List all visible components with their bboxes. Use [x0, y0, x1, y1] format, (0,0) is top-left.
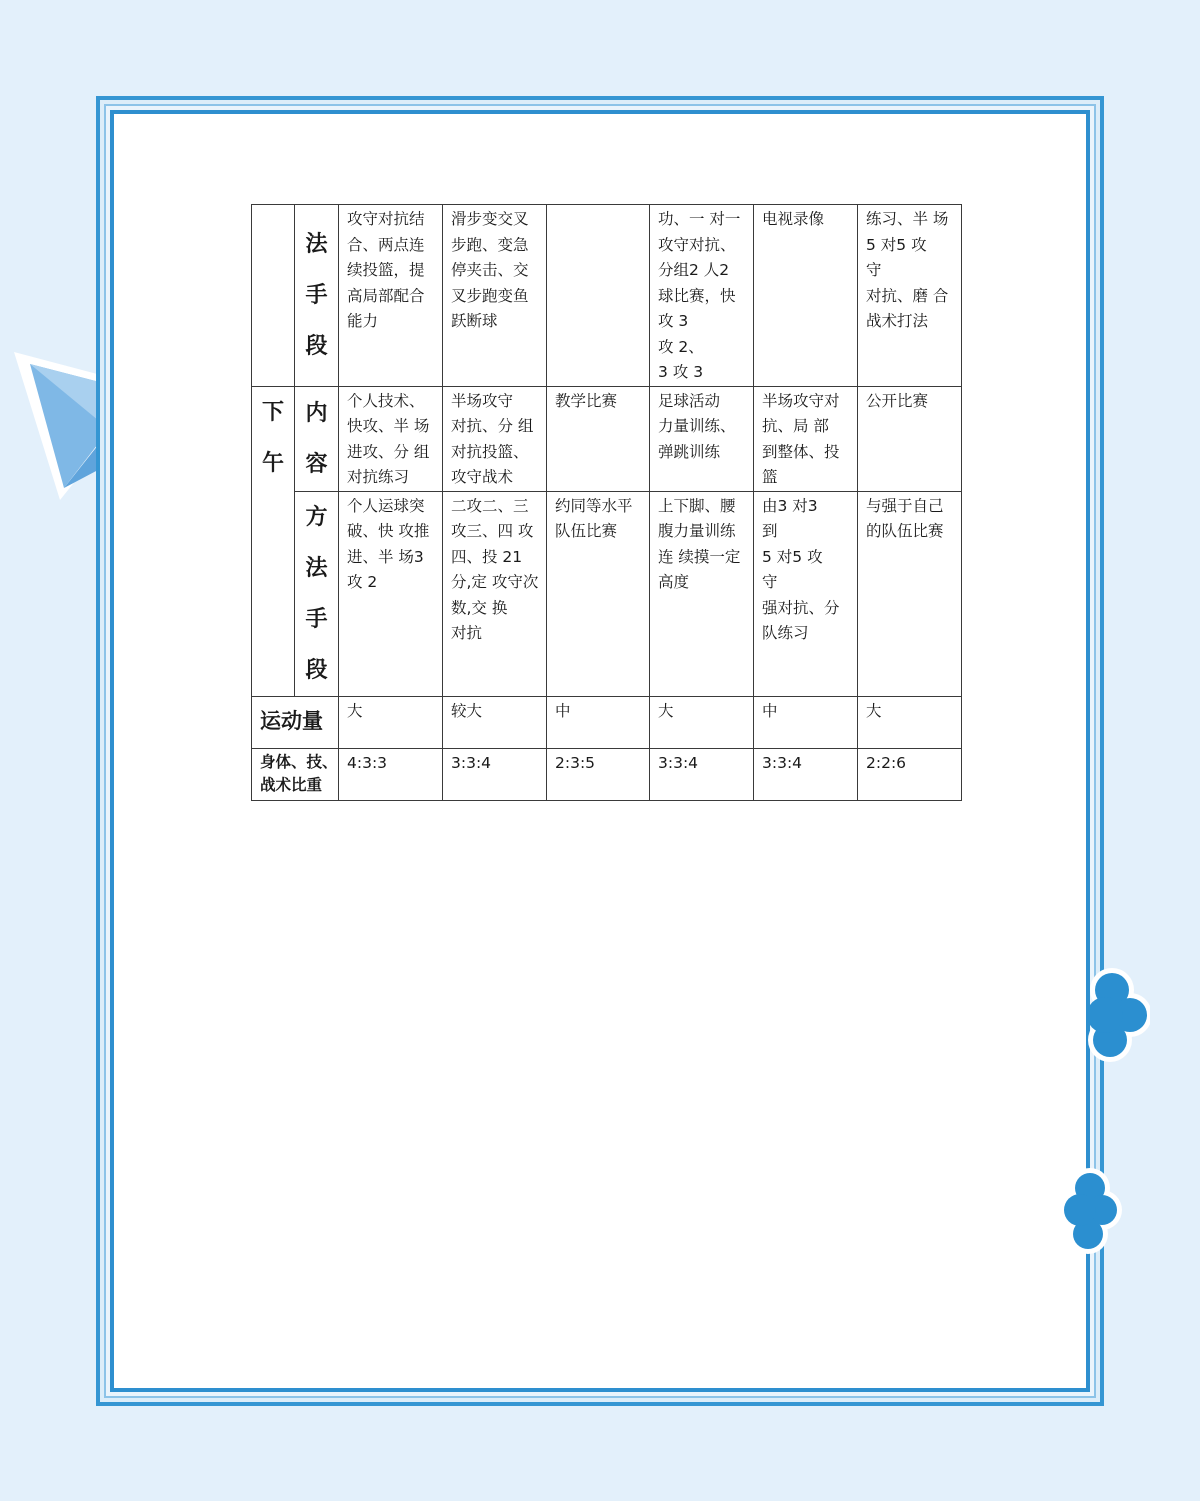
table-cell: 练习、半 场 5 对5 攻 守 对抗、磨 合 战术打法 [858, 205, 962, 387]
table-cell: 4:3:3 [339, 748, 443, 800]
table-cell: 较大 [443, 696, 547, 748]
table-cell [252, 205, 295, 387]
flower-icon [1060, 960, 1150, 1070]
table-cell: 半场攻守 对抗、分 组对抗投篮、攻守战术 [443, 386, 547, 491]
table-cell: 半场攻守对抗、局 部 到整体、投篮 [754, 386, 858, 491]
table-cell: 中 [547, 696, 650, 748]
table-cell: 功、一 对一攻守对抗、分组2 人2 球比赛，快攻 3 攻 2、 3 攻 3 [650, 205, 754, 387]
table-cell: 由3 对3 到 5 对5 攻 守 强对抗、分队练习 [754, 491, 858, 696]
table-cell: 2:2:6 [858, 748, 962, 800]
table-cell: 足球活动 力量训练、弹跳训练 [650, 386, 754, 491]
table-cell: 公开比赛 [858, 386, 962, 491]
row-label-content: 内 容 [295, 386, 339, 491]
table-cell [547, 205, 650, 387]
flower-icon [1062, 1160, 1122, 1260]
row-label-ratio: 身体、技、战术比重 [252, 748, 339, 800]
training-plan-table [251, 204, 962, 801]
table-row [252, 205, 962, 387]
table-cell: 大 [339, 696, 443, 748]
table-cell: 中 [754, 696, 858, 748]
table-cell: 滑步变交叉步跑、变急停夹击、交叉步跑变鱼跃断球 [443, 205, 547, 387]
table-cell: 电视录像 [754, 205, 858, 387]
row-label-method-continued: 法 手 段 [295, 205, 339, 387]
table-cell: 大 [858, 696, 962, 748]
table-cell: 攻守对抗结合、两点连续投篮，提高局部配合能力 [339, 205, 443, 387]
table-cell: 3:3:4 [754, 748, 858, 800]
table-cell: 个人运球突破、快 攻推进、半 场3 攻 2 [339, 491, 443, 696]
table-row [252, 491, 962, 696]
row-label-method: 方 法 手 段 [295, 491, 339, 696]
table-row [252, 386, 962, 491]
table-row [252, 696, 962, 748]
table-cell: 约同等水平队伍比赛 [547, 491, 650, 696]
table-cell: 2:3:5 [547, 748, 650, 800]
table-cell: 上下脚、腰腹力量训练连 续摸一定高度 [650, 491, 754, 696]
table-cell: 与强于自己的队伍比赛 [858, 491, 962, 696]
table-cell: 3:3:4 [443, 748, 547, 800]
table-cell: 大 [650, 696, 754, 748]
table-row [252, 748, 962, 800]
table-cell: 个人技术、快攻、半 场进攻、分 组对抗练习 [339, 386, 443, 491]
table-cell: 3:3:4 [650, 748, 754, 800]
table-cell: 二攻二、三攻三、四 攻 四、投 21 分,定 攻守次数,交 换 对抗 [443, 491, 547, 696]
row-label-exercise-load: 运动量 [252, 696, 339, 748]
table-cell: 教学比赛 [547, 386, 650, 491]
row-label-afternoon: 下 午 [252, 386, 295, 696]
